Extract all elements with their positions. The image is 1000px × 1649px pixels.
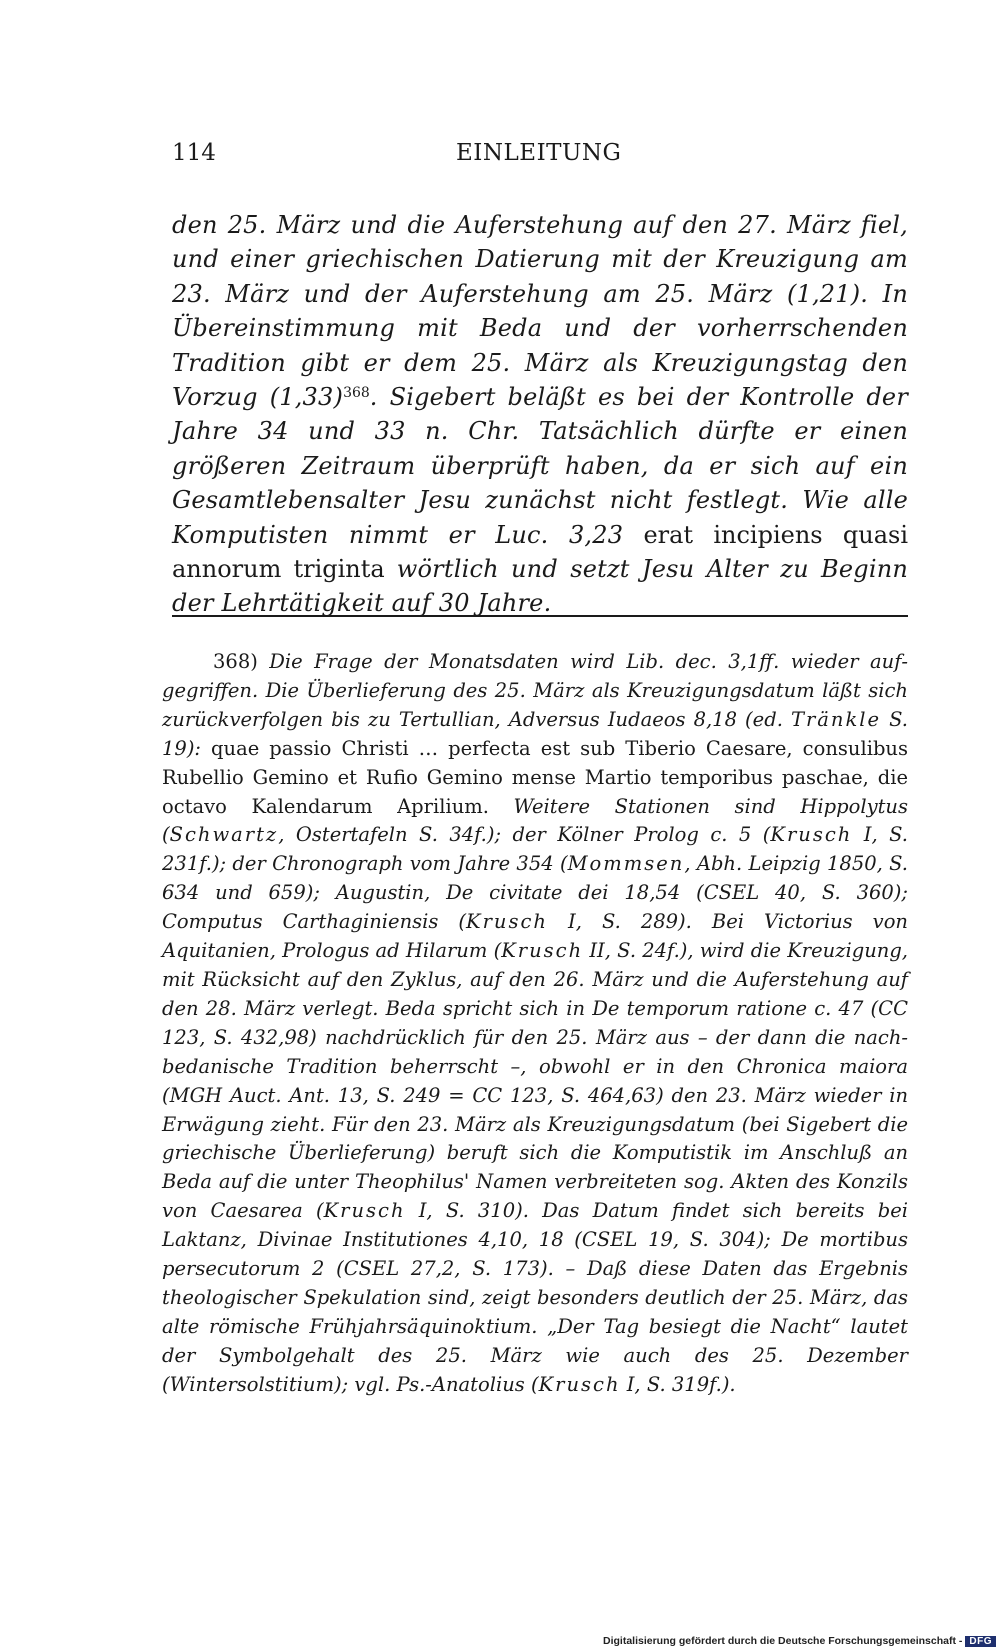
footnote-368 xyxy=(162,648,908,1400)
author-name: Krusch xyxy=(538,1372,621,1396)
footnote-text: S. 19): xyxy=(162,707,909,760)
author-name: Krusch xyxy=(770,823,853,847)
author-name: Krusch xyxy=(501,939,584,963)
main-text xyxy=(172,208,908,621)
dfg-logo: DFG xyxy=(965,1636,996,1647)
footnote-text: Weitere Stationen sind Hippolytus ( xyxy=(162,794,908,847)
footnote-text: I, S. 231f.); der Chronograph vom Jahre 354 ( xyxy=(162,823,908,876)
footnote-text: , Ostertafeln S. 34f.); der Kölner Prolog c. 5 ( xyxy=(278,823,771,847)
latin-quote: erat incipiens quasi annorum triginta xyxy=(172,520,908,584)
running-head: EINLEITUNG xyxy=(456,140,622,166)
footnote-number: 368) xyxy=(213,650,258,673)
footnote-text: I, S. 310). Das Datum findet sich bereits bei Laktanz, Divinae Institutiones 4,10, 18 (CSEL 19, S. 304); De mortibus persecutorum 2 (CSEL 27,2, S. 173). – Daß diese Daten das Ergebnis theologischer Spekulation sind, zeigt besonders deutlich der 25. März, das alte römische Frühjahrsäquinoktium. „Der Tag besiegt die Nacht“ lautet der Symbolgehalt des 25. März wie auch des 25. Dezember (Wintersolstitium); vgl. Ps.-Anatolius ( xyxy=(162,1199,908,1396)
page-number: 114 xyxy=(172,140,216,166)
author-name: Schwartz xyxy=(169,823,279,847)
author-name: Mommsen xyxy=(567,852,685,876)
latin-quote: quae passio Christi … perfecta est sub Tiberio Caesare, consulibus Rubellio Gemino et Rufio Gemino mense Martio temporibus paschae, die octavo Kalendarum Aprilium. xyxy=(162,736,908,818)
main-text-part: wörtlich und setzt Jesu Alter zu Beginn der Lehrtätigkeit auf 30 Jahre. xyxy=(172,555,909,618)
main-text-part: . Sigebert beläßt es bei der Kontrolle der Jahre 34 und 33 n. Chr. Tatsächlich dürfte er einen größeren Zeitraum überprüft haben, da er sich auf ein Gesamtlebensalter Jesu zunächst nicht festlegt. Wie alle Komputisten nimmt er Luc. 3,23 xyxy=(172,383,908,549)
digitization-credit xyxy=(603,1635,996,1647)
footnote-text: II, S. 24f.), wird die Kreuzigung, mit Rücksicht auf den Zyklus, auf den 26. März und die Auferstehung auf den 28. März verlegt. Beda spricht sich in De temporum ratione c. 47 (CC 123, S. 432,98) nachdrücklich für den 25. März aus – der dann die nach-bedanische Tradition beherrscht –, obwohl er in den Chronica maiora (MGH Auct. Ant. 13, S. 249 = CC 123, S. 464,63) den 23. März wieder in Erwägung zieht. Für den 23. März als Kreuzigungsdatum (bei Sigebert die griechische Überlieferung) beruft sich die Komputistik im Anschluß an Beda auf die unter Theophilus' Namen verbreiteten sog. Akten des Konzils von Caesarea ( xyxy=(162,939,908,1223)
footnote-text: I, S. 319f.). xyxy=(620,1372,736,1396)
footnote-text: I, S. 289). Bei Victorius von Aquitanien, Prologus ad Hilarum ( xyxy=(162,910,908,963)
footnote-text: Die Frage der Monatsdaten wird Lib. dec. 3,1ff. wieder aufgegriffen. Die Überlieferung des 25. März als Kreuzigungsdatum läßt sich zurückverfolgen bis zu Tertullian, Adversus Iudaeos 8,18 (ed. xyxy=(162,650,908,731)
author-name: Tränkle xyxy=(790,707,882,731)
footnote-text: , Abh. Leipzig 1850, S. 634 und 659); Augustin, De civitate dei 18,54 (CSEL 40, S. 360); Computus Carthaginiensis ( xyxy=(162,852,908,934)
author-name: Krusch xyxy=(466,910,548,934)
page-header xyxy=(172,140,908,170)
digitization-credit-text: Digitalisierung gefördert durch die Deutsche Forschungsgemeinschaft - xyxy=(603,1635,963,1647)
main-text-part: den 25. März und die Auferstehung auf den 27. März fiel, und einer griechischen Datierung mit der Kreuzigung am 23. März und der Auferstehung am 25. März (1,21). In Übereinstimmung mit Beda und der vorherrschenden Tradition gibt er dem 25. März als Kreuzigungstag den Vorzug (1,33) xyxy=(172,211,908,412)
footnote-separator-rule xyxy=(172,615,908,617)
footnote-reference: 368 xyxy=(343,385,370,402)
author-name: Krusch xyxy=(323,1199,406,1223)
